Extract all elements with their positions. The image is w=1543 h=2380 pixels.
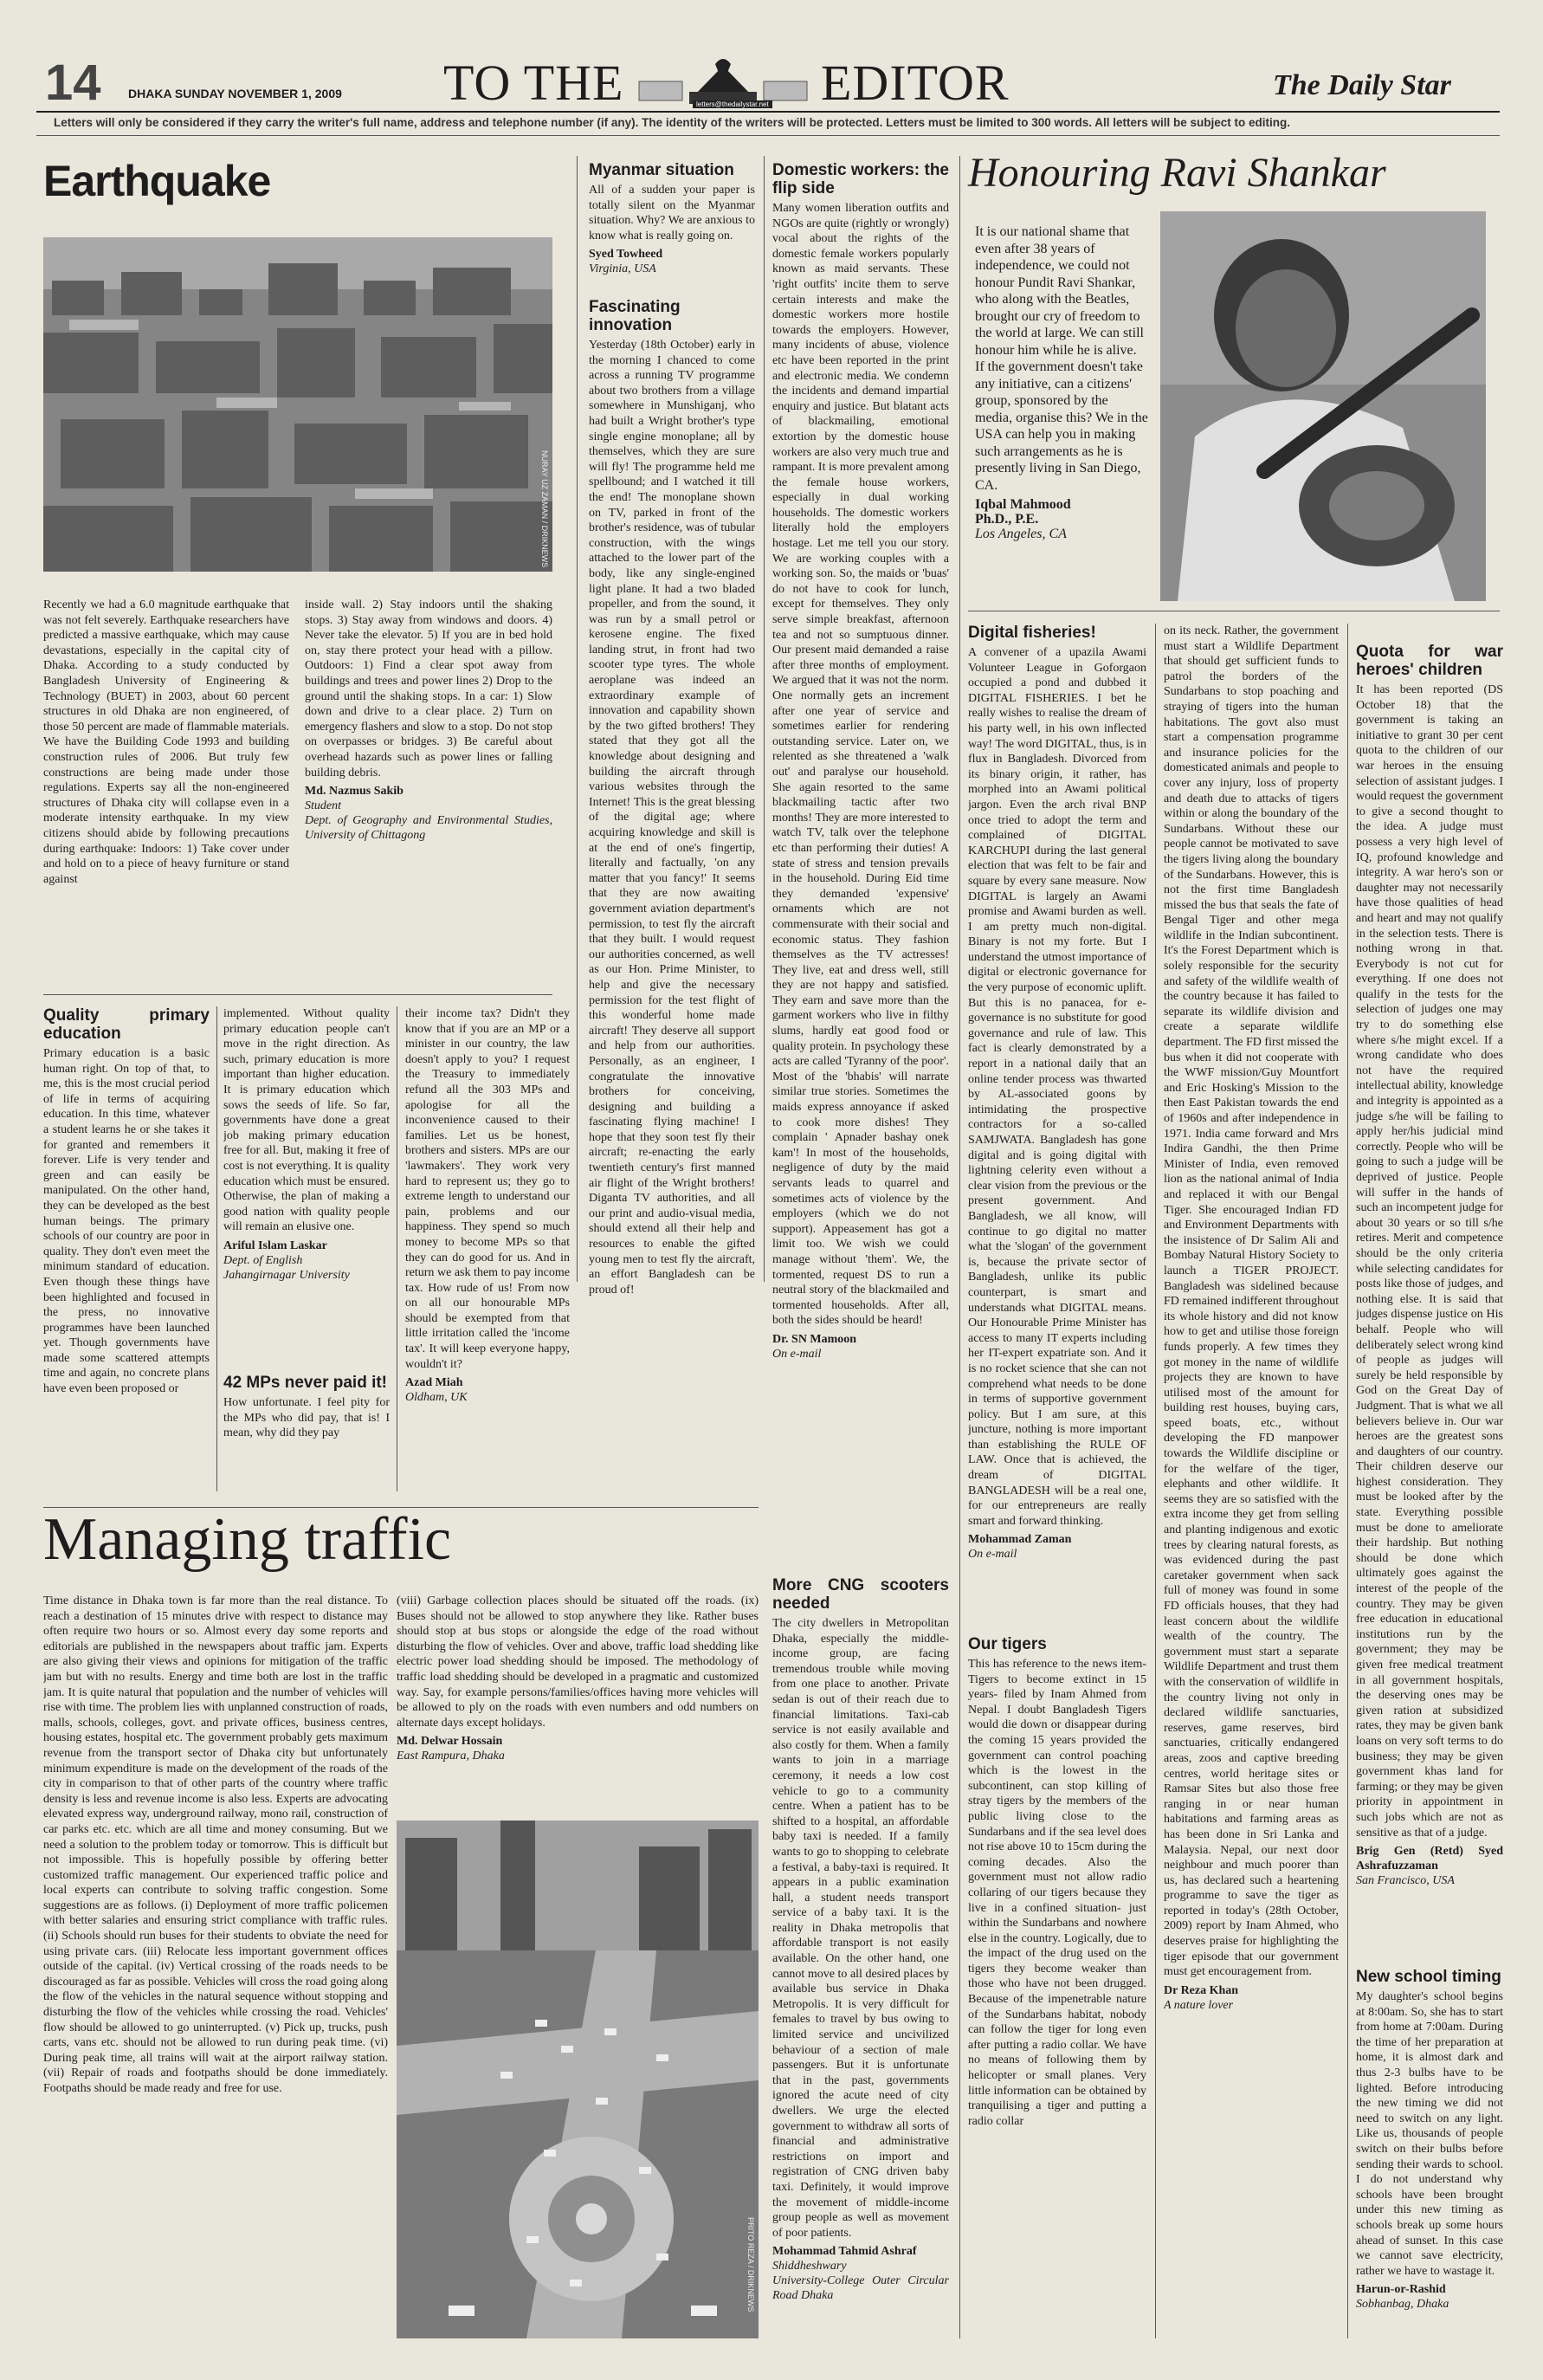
fascinating-body: Yesterday (18th October) early in the morning I chanced to come across a running TV programme about two brothers from a village somewhere in Munshiganj, who had built a Wright brother's type single engine monoplane; all by themselves, which they are sure will fly! The programme held me spellbound; and I watched it till the end! The monoplane shown on TV, parked in front of the brother's residence, was of tubular construction, with the wings attached to the lower part of the body, like any single-engined light plane. It had a two bladed propeller, and from the sound, it was run by a small petrol or kerosene engine. The fixed landing strut, in front had two scooter type tyres. The whole aeroplane was indeed an extraordinary example of innovation and capability shown by the two gifted brothers! They stated that they got all the knowledge about designing and building the aircraft through various websites through the Internet! This is the great blessing of the digital age; where acquiring knowledge and skill is at the end of one's fingertip, literally and factually, 'on any matter that you fancy!' It seems that they are now awaiting government aviation department's permission, to test fly the aircraft that they built. I would request our authorities concerned, as well as our Hon. Prime Minister, to help and give the necessary permission for the test flight of this wonderful home made aircraft! They deserve all support and help from our authorities. Personally, as an engineer, I congratulate the innovative brothers for conceiving, designing and building a fascinating flying machine! I hope that they soon test fly their aircraft; re-enacting the early twentieth century's first manned air flight of the Wright brothers! Diganta TV authorities, and all our print and audio-visual media, should extend all their help and resources to enable the gifted young men to test fly the aircraft, an effort Bangladesh can be proud of! (589, 339, 755, 1297)
editor-email[interactable]: letters@thedailystar.net (693, 100, 772, 108)
traffic-photo-credit: PRITO REZA / DRIKNEWS (746, 2217, 755, 2312)
quality-author: Ariful Islam Laskar (223, 1239, 327, 1252)
mps-headline: 42 MPs never paid it! (223, 1374, 388, 1392)
mps-author: Azad Miah (405, 1376, 463, 1390)
cng-author: Mohammad Tahmid Ashraf (772, 2245, 917, 2259)
digital-letter (968, 624, 1146, 1732)
ravi-shankar-photo (1160, 211, 1486, 601)
earthquake-author: Md. Nazmus Sakib (305, 785, 404, 799)
fascinating-letter (589, 298, 755, 1381)
domestic-letter (772, 161, 949, 1562)
ravi-author: Iqbal Mahmood (975, 497, 1071, 512)
earthquake-bottom-rule (43, 994, 552, 995)
myanmar-author: Syed Towheed (589, 248, 663, 262)
rule-col7 (1347, 624, 1348, 2338)
masthead-rule (36, 111, 1500, 113)
school-author: Harun-or-Rashid (1356, 2283, 1446, 2297)
school-headline: New school timing (1356, 1968, 1501, 1986)
quota-location: San Francisco, USA (1356, 1874, 1455, 1888)
traffic-author: Md. Delwar Hossain (397, 1735, 503, 1749)
letters-notice: Letters will only be considered if they carry the writer's full name, address and telephone number (if any). The identity of the writers will be protected. Letters must be limited to 300 words. All letters will be subject to editing. (54, 116, 1291, 129)
myanmar-location: Virginia, USA (589, 262, 656, 276)
tigers-body1: This has reference to the news item-Tigers to become extinct in 15 years- filed by Inam Ahmed from Nepal. I doubt Bangladesh Tigers would die down or disappear during the coming 15 years provided the government can control poaching which is the lowest in the subcontinent, can stop killing of stray tigers by the members of the public living close to the Sundarbans and if the sea level does not rise above 10 to 15cm during the coming decades. Also the government must not allow radio collaring of our tigers because they live in a confined situation- just within the Sundarbans and nowhere else in the country. Logically, due to the impact of the drug used on the tigers they become weaker than those who have not been drugged. Because of the impenetrable nature of the Sundarbans habitat, nobody can follow the tiger for long even after putting a radio collar. We have no means of following them by helicopter or small planes. Very little information can be obtained by tranquilising a tiger and putting a radio collar (968, 1658, 1146, 2128)
quota-body: It has been reported (DS October 18) that the government is taking an initiative to grant 30 per cent quota to the children of our war heroes in the ensuing selection of assistant judges. I would request the government to give a second thought to the idea. A judge must possess a very high level of IQ, profound knowledge and integrity. A war hero's son or daughter may not necessarily have those qualities of head and heart and may not qualify in the selection tests. There is nothing wrong in that. Everybody is not cut for everything. If one does not qualify in the tests for the selection of judges one may try to do something else where s/he might excel. If a wrong candidate who does not have the required intellectual ability, knowledge and integrity is appointed as a judge s/he will be failing to apply her/his judicial mind correctly. People who will be going to such a judge will be deprived of justice. People will suffer in the hands of such an incompetent judge for about 30 years or so till s/he retires. Merit and competence should be the only criteria while selecting candidates for posts like those of judges, and nothing else. It is said that judges dispense justice on His behalf. People who will deliberately select wrong kind of people as judges will surely be held responsible by God on the Great Day of Judgment. That is what we all believers believe in. Our war heroes are the greatest sons and daughters of our country. Their children deserve our highest consideration. They must be looked after by the state. Everything possible must be done to ameliorate their hardship. But nothing should be done which ultimately goes against the interest of the people of the country. They may be given free education in educational institutions run by the government; they may be given free medical treatment in all government hospitals, the deserving ones may be given ration at subsidized rates, they may be given bank loans on very soft terms to do business; they may be given government khas land for farming; or they may be given priority in appointment in such jobs which are not as sensitive as that of a judge. (1356, 683, 1503, 1840)
earthquake-col2 (305, 598, 552, 987)
traffic-location: East Rampura, Dhaka (397, 1749, 505, 1763)
quality-letter-part1 (43, 1006, 210, 1500)
ravi-headline: Honouring Ravi Shankar (968, 150, 1386, 196)
tigers-headline: Our tigers (968, 1635, 1047, 1653)
traffic-body2: (viii) Garbage collection places should be situated off the roads. (ix) Buses should not be allowed to stop anywhere they like. Rather buses should stop at bus stops or alongside the edge of the road without disturbing the flow of vehicles. Over and above, traffic load shedding like electric power load shedding should be imposed. The methodology of traffic load shedding should be developed in a pragmatic and customized way. Say, for example persons/families/offices having more vehicles will be allowed to ply on the roads with even numbers and odd numbers on alternate days except holidays. (397, 1594, 759, 1730)
ravi-location: Los Angeles, CA (975, 527, 1067, 541)
mps-body1: How unfortunate. I feel pity for the MPs who did pay, that is! I mean, why did they pay (223, 1396, 390, 1440)
date-line: DHAKA SUNDAY NOVEMBER 1, 2009 (128, 87, 342, 100)
earthquake-col1 (43, 598, 289, 944)
earthquake-col2-text: inside wall. 2) Stay indoors until the shaking stops. 3) Stay away from windows and doors. 4) Never take the elevator. 5) If you are in bed hold on, stay there protect your head with a pillow. Outdoors: 1) Find a clear spot away from buildings and trees and power lines 2) Drop to the ground until the shaking stops. In a car: 1) Slow down and drive to a clear place. 2) Turn on emergency flashers and slow to a stop. Do not stop on overpasses or bridges. 3) Be careful about overhead hazards such as power lines or falling building debris. (305, 598, 552, 779)
tigers-letter-part1 (968, 1635, 1146, 2345)
tigers-body2: on its neck. Rather, the government must start a Wildlife Department that should get sufficient funds to patrol the borders of the Sundarbans to stop poaching and straying of tigers into the human habitations. The govt also must start a compensation programme and insurance policies for the domesticated animals and people to cover any injury, loss of property and death due to attacks of tigers within or along the boundary of the Sundarbans. Without these our people cannot be motivated to save the tigers living along the boundary of the Sundarbans. However, this is not the first time Bangladesh missed the bus that seals the fate of Bengal Tiger and other mega wildlife in the Indian subcontinent. It's the Forest Department which is solely responsible for the security and safety of the wildlife wealth of the country because it has failed to separate its wildlife division and create a separate wildlife department. The FD first missed the bus when it did not cooperate with the WWF mission/Guy Mountfort and Eric Hosking's Mission to the then East Pakistan towards the end of 1960s and after independence in 1971. India came forward and Mrs Indira Gandhi, the then Prime Minister of India, even removed lion as the national animal of India and replaced it with our Bengal Tiger. She encouraged Indian FD and Environment Departments with the insistence of Dr Salim Ali and Bombay Natural History Society to launch a TIGER PROJECT. Bangladesh was sidelined because FD remained indifferent throughout its whole history and did not know how to get and utilise those foreign funds properly. A few times they got money in the name of wildlife projects they are known to have utilised most of the amount for building rest houses, buying cars, speed boats, etc., without developing the FD manpower towards the Wildlife discipline or for the welfare of the tiger, elephants and other wildlife. It seems they are so satisfied with the extra income they get from selling and planting indigenous and exotic trees by clearing natural forests, as was evidenced during the past caretaker government when sack full of money was found in some FD officials houses, that they had least concern about the wildlife wealth of the country. The government must start a separate Wildlife Department and trust them with the conservation of wildlife in the country living not only in declared wildlife sanctuaries, reserves, game reserves, bird sanctuaries, critically endangered areas, zoos and captive breeding centres, world heritage sites or Ramsar Sites but also those free ranging in or near human habitations and farming areas as has been done in Sri Lanka and Malaysia. Nepal, our next door neighbour and much poorer than us, has declared such a heartening programme to save the tiger as reported in today's (28th October, 2009) report by Inam Ahmed, who deserves praise for highlighting the tiger episode that our government must get encouragement from. (1164, 624, 1339, 1979)
digital-location: On e-mail (968, 1548, 1017, 1562)
domestic-headline: Domestic workers: the flip side (772, 161, 949, 197)
page-number: 14 (45, 55, 101, 111)
quota-headline: Quota for war heroes' children (1356, 643, 1503, 679)
earthquake-headline: Earthquake (43, 157, 271, 205)
school-body: My daughter's school begins at 8:00am. So, she has to start from home at 7:00am. During the time of her preparation at home, it is almost dark and thus 2-3 bulbs have to be lighted. Before introducing the new timing we did not need to switch on any light. Like us, thousands of people switch on their bulbs before sending their wards to school. I do not understand why schools have been brought under this new timing as schools break up some hours ahead of sunset. In this case we cannot save electricity, rather we have to wastage it. (1356, 1990, 1503, 2278)
earthquake-photo-credit: NURAY UZ ZAMAN / DRIKNEWS (540, 450, 549, 568)
domestic-body: Many women liberation outfits and NGOs are quite (rightly or wrongly) vocal about the rights of the domestic female workers popularly known as maid servants. These 'right outfits' incite them to serve certain interests and make the domestic workers more hostile towards the employers. However, many incidents of abuse, violence etc have been reported in the print and electronic media. We condemn the incidents and demand impartial enquiry and justice. But blatant acts of blackmailing, emotional extortion by the domestic house workers are also very much true and rampant. It is more prevalent among the female house workers, especially in dual working households. The domestic workers literally hold the employers hostage. Let me tell you our story. We are working couples with a working son. So, the maids or 'buas' do not have to cook for lunch, except for themselves. They only serve simple breakfast, afternoon tea and not so sumptuous dinner. Our present maid demanded a raise after three months of employment. We argued that it was not the norm. One normally gets an increment after one year of service and sometimes earlier for rendering outstanding service. Later on, we relented as she threatened a 'walk out' and paralyse our household. She again resorted to the same blackmailing tactic after two months! They are more interested to watch TV, talk over the telephone etc than performing their duties! A state of stress and tension prevails in the household. During Eid time they demanded 'expensive' ornaments which are not commensurate with their social and economic status. They fashion themselves as the TV actresses! They live, eat and dress well, still they are not happy and satisfied. They earn and save more than the garment workers who live in filthy slums, hardly eat good food or quality protein. In psychology these acts are called 'Tyranny of the poor'. Most of the 'bhabis' will narrate similar true stories. Sometimes the maids express annoyance if asked to cook more dishes! They complain ' Apnader bashay onek kam'! In most of the households, negligence of duty by the maid servants leads to quarrel and sometimes acts of violence by the employers (which we do not support). Appeasement has got a limit too. We wish we could manage without 'them'. We, the tormented, request DS to run a neutral story of the blackmailed and tormented households. After all, both the sides should be heard! (772, 202, 949, 1328)
quota-author: Brig Gen (Retd) Syed Ashrafuzzaman (1356, 1845, 1503, 1873)
mps-body2: their income tax? Didn't they know that if you are an MP or a minister in our country, the law doesn't apply to you? I request the Treasury to immediately refund all the 303 MPs and apologise for all the inconvenience caused to their families. Let us be honest, brothers and sisters. MPs are our 'lawmakers'. They work very hard to represent us; they go to extreme length to understand our pain, problems and our happiness. They spend so much money to become MPs so that they can do good for us. And in return we ask them to pay income tax. How rude of us! From now on all our honourable MPs should be exempted from that little irritation called the 'income tax'. It will keep everyone happy, wouldn't it? (405, 1007, 570, 1371)
traffic-headline: Managing traffic (43, 1506, 452, 1573)
school-letter (1356, 1968, 1503, 2345)
quality-body2: implemented. Without quality primary education people can't move in the right direction. As such, primary education is more important than higher education. It is primary education which sows the seeds of life. So far, governments have done a great job making primary education free for all. But, making it free of cost is not everything. It is quality education which must be ensured. Otherwise, the plan of making a good nation with quality people will remain an elusive one. (223, 1007, 390, 1234)
cng-letter (772, 1576, 949, 2347)
rule-col5 (959, 156, 960, 2338)
quality-body1: Primary education is a basic human right. On top of that, to me, this is the most crucial period of life in terms of acquiring education. In this time, whatever a student learns he or she takes it for granted and remembers it forever. Life is very tender and green and can easily be manipulated. On the other hand, they can be developed as the best human beings. The primary schools of our country are poor in quality. They don't even meet the minimum standard of education. Even though these things have been highlighted and focused in the press, no innovative programmes have been launched yet. Though governments have made some scattered attempts time and again, no concrete plans have even been proposed or (43, 1047, 210, 1396)
ravi-degree: Ph.D., P.E. (975, 512, 1039, 527)
mps-location: Oldham, UK (405, 1391, 468, 1405)
digital-body: A convener of a upazila Awami Volunteer League in Goforgaon occupied a pond and dubbed it DIGITAL FISHERIES. I bet he really wishes to realise the dream of his party well, in his own inflected way! The word DIGITAL, thus, is in flux in Bangladesh. Divorced from its binary origin, it rather, has morphed into an Awami political jargon. Even the arch rival BNP once tried to adopt the term and complained of DIGITAL KARCHUPI during the last general election that was felt to be fair and square by every sane measure. Now DIGITAL is largely an Awami promise and Awami burden as well. I am pretty much non-digital. Binary is not my forte. But I understand the utmost importance of digital or electronic governance for the very purpose of economic uplift. But this is no panacea, for e-governance is no substitute for good governance and rule of law. This fact is clearly demonstrated by a report in a national daily that an online tender process was thwarted by AL-associated goons by intimidating the prospective contractors for a so-called SAMJWATA. Bangladesh has gone digital and is going digital with lightning celerity even without a clear vision from the previous or the present government. And Bangladesh, we all know, will continue to go digital no matter what the 'slogan' of the government is, because the private sector of Bangladesh, unlike its public counterpart, is smart and understands what DIGITAL means. Our Honourable Prime Minister has access to many IT experts including her IT-expert expatriate son. And it is no rocket science that she can not comprehend what needs to be done in terms of supportive government policy. But I am sure, at this juncture, nothing is more important than establishing the RULE OF LAW. Once that is achieved, the dream of DIGITAL BANGLADESH will be a real one, for our entrepreneurs are really smart and forward thinking. (968, 646, 1146, 1528)
domestic-author: Dr. SN Mamoon (772, 1332, 857, 1346)
masthead-title-left: TO THE (443, 55, 624, 111)
traffic-roundabout-photo (397, 1821, 759, 2338)
earthquake-dept: Dept. of Geography and Environmental Studies, University of Chittagong (305, 814, 552, 843)
digital-headline: Digital fisheries! (968, 624, 1096, 642)
digital-author: Mohammad Zaman (968, 1533, 1072, 1547)
myanmar-letter (589, 161, 755, 291)
quota-letter (1356, 643, 1503, 1966)
fascinating-headline: Fascinating innovation (589, 298, 681, 334)
rule-col3 (577, 156, 578, 1282)
masthead-title-right: EDITOR (821, 55, 1010, 111)
mps-letter-part1 (223, 1374, 390, 1504)
quality-uni: Jahangirnagar University (223, 1268, 350, 1282)
traffic-col1 (43, 1594, 388, 2347)
domestic-location: On e-mail (772, 1347, 822, 1361)
ravi-body: It is our national shame that even after 38 years of independence, we could not honour Pundit Ravi Shankar, who along with the Beatles, brought our cry of freedom to the world at large. We can still honour him while he is alive. If the government doesn't take any initiative, can a citizens' group, sponsored by the media, organise this? We in the USA can help you in making such arrangements as he is presently living in San Diego, CA. (975, 224, 1148, 493)
ravi-letter (975, 223, 1148, 605)
traffic-col2 (397, 1594, 759, 1819)
notice-rule (36, 135, 1500, 136)
cng-headline: More CNG scooters needed (772, 1576, 949, 1613)
quality-dept: Dept. of English (223, 1253, 303, 1267)
earthquake-cityscape-photo (43, 237, 552, 572)
earthquake-col1-text: Recently we had a 6.0 magnitude earthquake that was not felt severely. Earthquake researchers have predicted a massive earthquake, which may cause devastations, especially in the capital city of Dhaka. According to a study conducted by Bangladesh University of Engineering & Technology (BUET) in 2003, about 60 percent structures in old Dhaka are non engineered, of those 50 percent are made of flammable materials. We have the Building Code 1993 and building construction rules of 2006. But truly few constructions are being made under those regulations. Experts say all the non-engineered structures of Dhaka city will collapse even in a moderate intensity earthquake. In my view citizens should abide by following precautions during earthquake: Indoors: 1) Take cover under and hold on to a piece of heavy furniture or stand against (43, 598, 289, 886)
rule-col4 (764, 156, 765, 1282)
myanmar-headline: Myanmar situation (589, 161, 734, 179)
tigers-letter-part2 (1164, 624, 1339, 2344)
brand-logo: The Daily Star (1273, 69, 1451, 101)
traffic-body1: Time distance in Dhaka town is far more than the real distance. To reach a destination of 15 minutes drive with respect to distance may often require two hours or so. Almost every day some reports and editorials are published in the newspapers about traffic jam. Experts are also giving their views and opinions for mitigation of the traffic jam but with no results. Energy and time both are lost in the traffic jam. It is quite natural that population and the number of vehicles will rise with time. The problem lies with unplanned construction of roads, malls, schools, colleges, govt. and private offices, business centres, housing estates, hospital etc. The government probably gets maximum revenue from the transport sector of Dhaka city but unfortunately minimum expenditure is made on the development of the roads of the city in comparison to that of other parts of the country where traffic density is less and revenue income is also less. Experts are advocating elevated express way, underground railway, mono rail, construction of car parks etc. etc. which are all time and money consuming. But we need a solution to the problem today or tomorrow. This is difficult but not impossible. This is hopefully possible by offering better customized traffic management. Our experienced traffic police and local experts can contribute to solving traffic congestion. Some suggestions are as follows. (i) Deployment of more traffic policemen with better salaries and ensuring strict compliance with traffic rules. (ii) Schools should run buses for their students to obviate the need for using private cars. (iii) Relocate less important government offices outside of the capital. (iv) Vertical crossing of the roads needs to be discouraged as far as possible. Vehicles will cross the road going along the flow of the vehicles in the natural sequence without stopping and disturbing the flow of the vehicles while crossing the road. Vehicles' flow should be allowed to go uninterrupted. (v) Pick up, trucks, push carts, vans etc. should not be allowed to run during peak time. (vi) During peak time, all trains will wait at the airport railway station. (vii) Repair of roads and footpaths should be done immediately. Footpaths should be made ready and free for use. (43, 1594, 388, 2095)
cng-role: Shiddheshwary (772, 2260, 847, 2273)
mps-letter-part2 (405, 1006, 570, 1491)
rule-col6 (1155, 624, 1156, 2338)
myanmar-body: All of a sudden your paper is totally silent on the Myanmar situation. Why? We are anxious to know what is really going on. (589, 184, 755, 243)
cng-location: University-College Outer Circular Road Dhaka (772, 2274, 949, 2303)
tigers-author: Dr Reza Khan (1164, 1983, 1239, 1997)
quality-headline: Quality primary education (43, 1006, 210, 1043)
school-location: Sobhanbag, Dhaka (1356, 2298, 1449, 2312)
quality-letter-part2 (223, 1006, 390, 1353)
cng-body: The city dwellers in Metropolitan Dhaka, especially the middle-income group, are facing tremendous trouble while moving from one place to another. Private sedan is out of their reach due to financial limitations. Taxi-cab service is not easily available and also costly for them. When a family wants to join in a marriage ceremony, it needs a low cost vehicle to go to a community centre. When a patient has to be shifted to a hospital, an affordable baby taxi is needed. If a family wants to go to shopping to celebrate a festival, a baby-taxi is required. It appears in a public examination hall, a student needs transport service of a baby taxi. It is the reality in Dhaka metropolis that affordable transport is not easily available. On the other hand, one cannot move to all desired places by available bus service in Dhaka Metropolis. It is very difficult for females to travel by bus owing to limited service and uncivilized behaviour of a section of male passengers. But it is unfortunate that in the past, governments ignored the acute need of city dwellers. We urge the elected government to withdraw all sorts of financial and administrative restrictions on import and registration of CNG driven baby taxi. Definitely, it would improve the movement of middle-income group people as well as movement of poor patients. (772, 1617, 949, 2240)
rule-quality (216, 1006, 217, 1491)
earthquake-role: Student (305, 799, 341, 813)
tigers-location: A nature lover (1164, 1998, 1234, 2012)
